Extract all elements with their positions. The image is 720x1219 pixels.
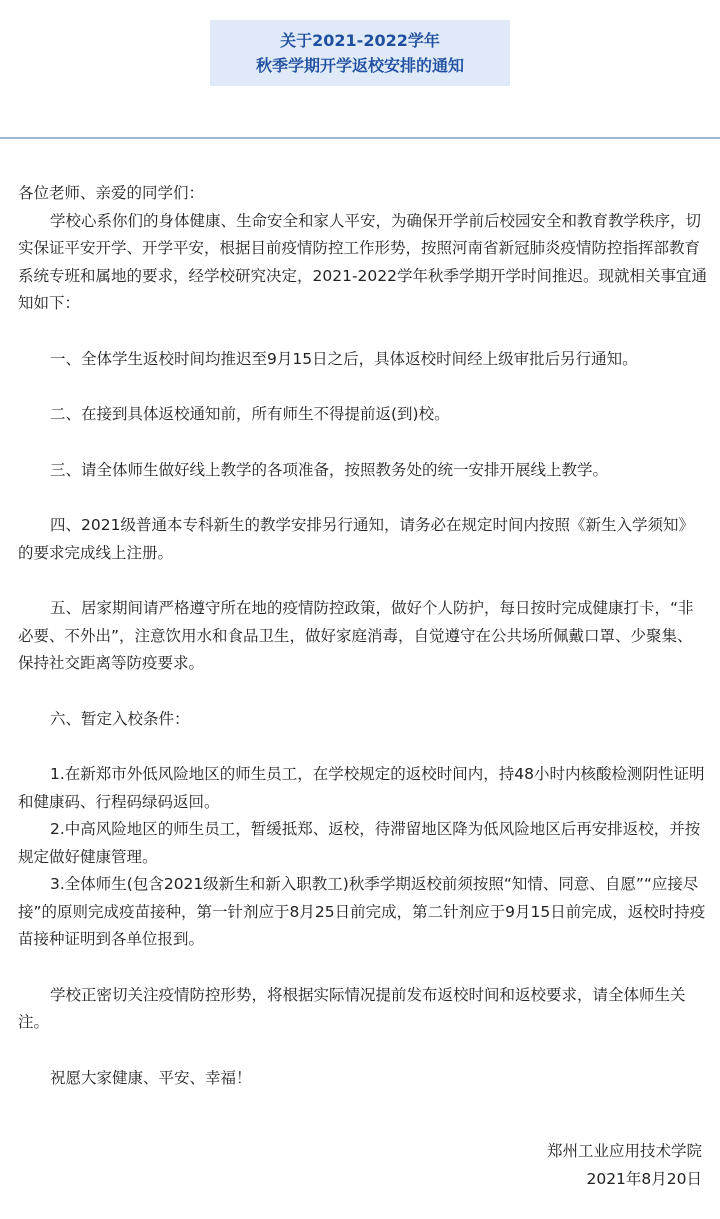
closing-paragraph: 学校正密切关注疫情防控形势，将根据实际情况提前发布返校时间和返校要求，请全体师生关注。 bbox=[18, 985, 686, 1031]
condition-2: 2.中高风险地区的师生员工，暂缓抵郑、返校，待滞留地区降为低风险地区后再安排返校，并按规定做好健康管理。 bbox=[18, 820, 701, 866]
title-line-1: 关于2021-2022学年 bbox=[280, 31, 440, 50]
header-divider bbox=[0, 137, 720, 139]
item-3: 三、请全体师生做好线上教学的各项准备，按照教务处的统一安排开展线上教学。 bbox=[50, 460, 609, 479]
title-line-2: 秋季学期开学返校安排的通知 bbox=[255, 56, 464, 75]
signature-block bbox=[547, 1138, 702, 1193]
item-5: 五、居家期间请严格遵守所在地的疫情防控政策，做好个人防护，每日按时完成健康打卡，“非必要、不外出”，注意饮用水和食品卫生，做好家庭消毒，自觉遵守在公共场所佩戴口罩、少聚集、保持社交距离等防疫要求。 bbox=[18, 599, 694, 672]
item-6: 六、暂定入校条件： bbox=[50, 709, 190, 728]
salutation: 各位老师、亲爱的同学们： bbox=[18, 184, 205, 202]
signature-org: 郑州工业应用技术学院 bbox=[546, 1142, 702, 1160]
wish-line: 祝愿大家健康、平安、幸福！ bbox=[50, 1068, 252, 1087]
item-1: 一、全体学生返校时间均推迟至9月15日之后，具体返校时间经上级审批后另行通知。 bbox=[50, 349, 638, 368]
condition-3: 3.全体师生(包含2021级新生和新入职教工)秋季学期返校前须按照“知情、同意、自愿”“应接尽接”的原则完成疫苗接种，第一针剂应于8月25日前完成，第二针剂应于9月15日前完成，返校时持疫苗接种证明到各单位报到。 bbox=[18, 875, 706, 948]
intro-paragraph: 学校心系你们的身体健康、生命安全和家人平安，为确保开学前后校园安全和教育教学秩序，切实保证平安开学、开学平安，根据目前疫情防控工作形势，按照河南省新冠肺炎疫情防控指挥部教育系统专班和属地的要求，经学校研究决定，2021-2022学年秋季学期开学时间推迟。现就相关事宜通知如下： bbox=[18, 211, 707, 312]
signature-date: 2021年8月20日 bbox=[586, 1169, 702, 1188]
item-2: 二、在接到具体返校通知前，所有师生不得提前返(到)校。 bbox=[50, 405, 450, 423]
condition-1: 1.在新郑市外低风险地区的师生员工，在学校规定的返校时间内，持48小时内核酸检测阴性证明和健康码、行程码绿码返回。 bbox=[18, 765, 705, 811]
item-4: 四、2021级普通本专科新生的教学安排另行通知，请务必在规定时间内按照《新生入学须知》的要求完成线上注册。 bbox=[18, 516, 694, 562]
title-banner bbox=[210, 20, 510, 86]
notice-body bbox=[18, 180, 708, 1120]
